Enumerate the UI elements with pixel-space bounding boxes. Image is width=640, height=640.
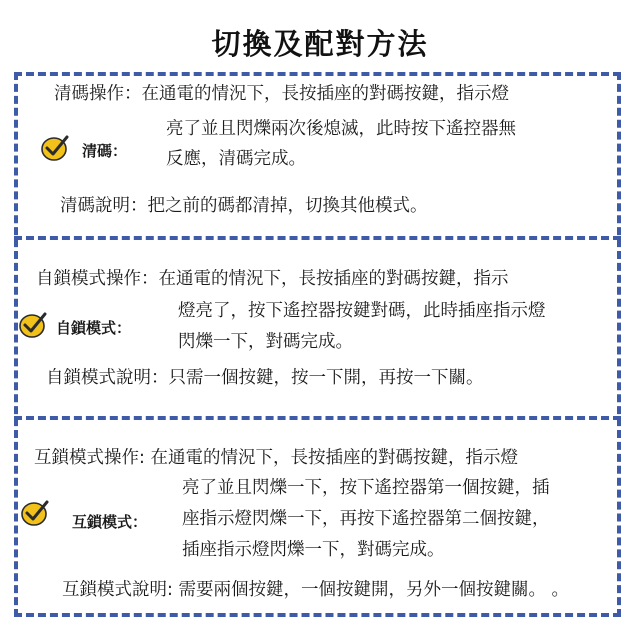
clear-code-operation-line-2: 亮了並且閃爍兩次後熄滅，此時按下遙控器無 (166, 119, 516, 139)
self-lock-note: 自鎖模式說明：只需一個按鍵，按一下開，再按一下關。 (46, 368, 484, 388)
section-divider (14, 416, 621, 420)
interlock-note: 互鎖模式說明: 需要兩個按鍵，一個按鍵開，另外一個按鍵關。 。 (62, 580, 570, 600)
interlock-operation-line-3: 座指示燈閃爍一下，再按下遙控器第二個按鍵， (182, 509, 550, 529)
section-divider (14, 236, 621, 240)
interlock-operation-line-4: 插座指示燈閃爍一下，對碼完成。 (182, 540, 445, 560)
self-lock-label: 自鎖模式： (56, 319, 132, 337)
interlock-operation-line-1: 互鎖模式操作: 在通電的情況下，長按插座的對碼按鍵，指示燈 (34, 448, 518, 468)
page-title: 切換及配對方法 (211, 27, 429, 61)
clear-code-note: 清碼說明：把之前的碼都清掉，切換其他模式。 (60, 196, 428, 216)
self-lock-operation-line-3: 閃爍一下，對碼完成。 (178, 332, 353, 352)
self-lock-operation-line-1: 自鎖模式操作：在通電的情況下，長按插座的對碼按鍵，指示 (36, 269, 509, 289)
interlock-label: 互鎖模式： (72, 513, 148, 531)
clear-code-operation-line-3: 反應，清碼完成。 (166, 149, 306, 169)
clear-code-label: 清碼： (82, 142, 128, 160)
checkmark-circle-icon (20, 498, 50, 528)
clear-code-operation-line-1: 清碼操作：在通電的情況下，長按插座的對碼按鍵，指示燈 (54, 84, 509, 104)
checkmark-circle-icon (40, 133, 70, 163)
checkmark-circle-icon (18, 310, 48, 340)
interlock-operation-line-2: 亮了並且閃爍一下，按下遙控器第一個按鍵，插 (182, 478, 550, 498)
self-lock-operation-line-2: 燈亮了，按下遙控器按鍵對碼，此時插座指示燈 (178, 301, 546, 321)
